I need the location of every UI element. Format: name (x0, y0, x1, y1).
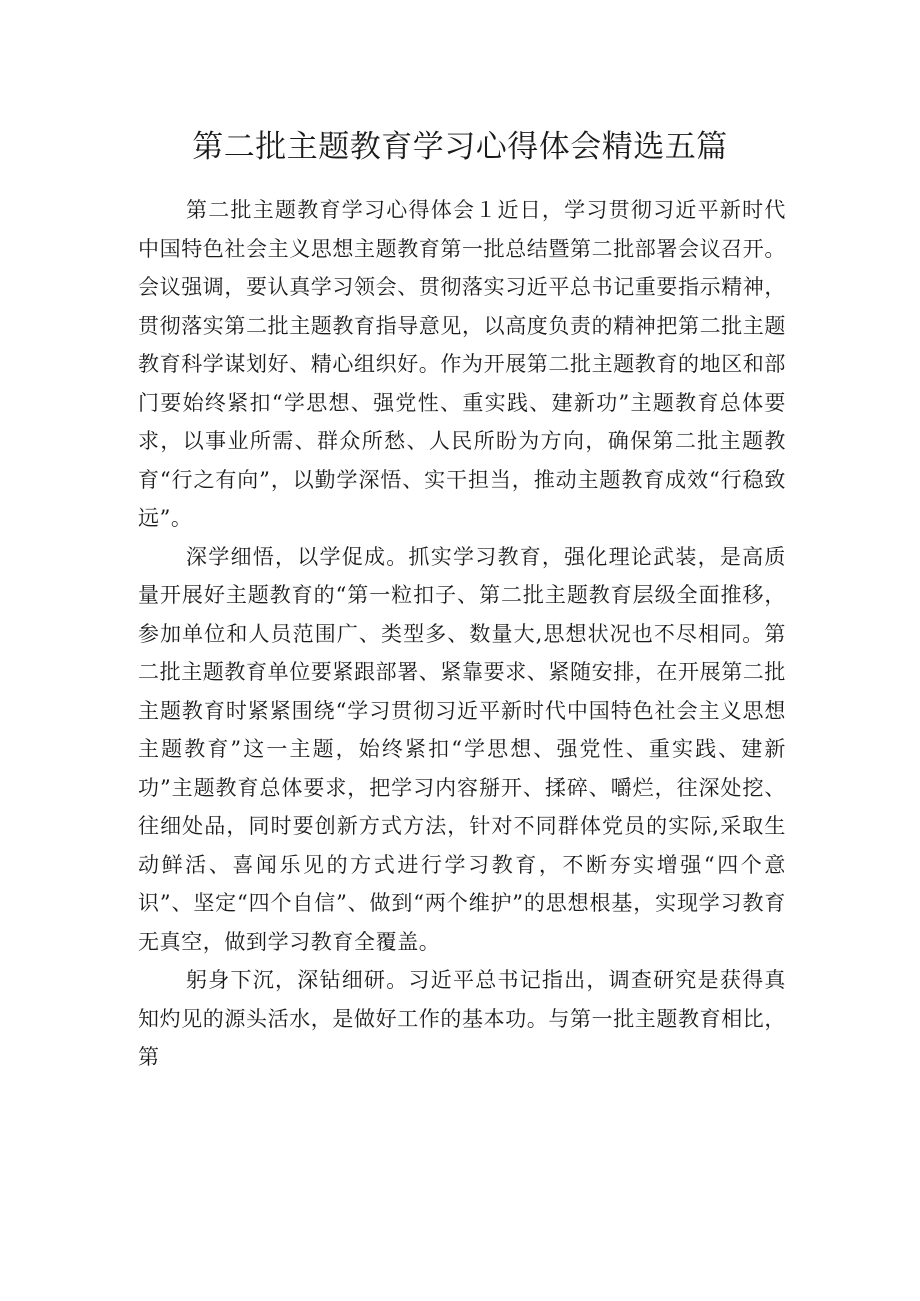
paragraph-3: 躬身下沉，深钻细研。习近平总书记指出，调查研究是获得真知灼见的源头活水，是做好工作的基本功。与第一批主题教育相比，第 (138, 968, 786, 1069)
paragraph-1: 第二批主题教育学习心得体会１近日，学习贯彻习近平新时代中国特色社会主义思想主题教育第一批总结暨第二批部署会议召开。会议强调，要认真学习领会、贯彻落实习近平总书记重要指示精神，贯彻落实第二批主题教育指导意见，以高度负责的精神把第二批主题教育科学谋划好、精心组织好。作为开展第二批主题教育的地区和部门要始终紧扣“学思想、强党性、重实践、建新功”主题教育总体要求，以事业所需、群众所愁、人民所盼为方向，确保第二批主题教育“行之有向”，以勤学深悟、实干担当，推动主题教育成效“行稳致远”。 (138, 198, 786, 530)
document-title: 第二批主题教育学习心得体会精选五篇 (192, 129, 728, 165)
paragraph-2: 深学细悟，以学促成。抓实学习教育，强化理论武装，是高质量开展好主题教育的“第一粒扣子、第二批主题教育层级全面推移，参加单位和人员范围广、类型多、数量大,思想状况也不尽相同。第二批主题教育单位要紧跟部署、紧靠要求、紧随安排，在开展第二批主题教育时紧紧围绕“学习贯彻习近平新时代中国特色社会主义思想主题教育”这一主题，始终紧扣“学思想、强党性、重实践、建新功”主题教育总体要求，把学习内容掰开、揉碎、嚼烂，往深处挖、往细处品，同时要创新方式方法，针对不同群体党员的实际,采取生动鲜活、喜闻乐见的方式进行学习教育，不断夯实增强“四个意识”、坚定“四个自信”、做到“两个维护”的思想根基，实现学习教育无真空，做到学习教育全覆盖。 (138, 544, 786, 954)
document-body (138, 191, 786, 1077)
